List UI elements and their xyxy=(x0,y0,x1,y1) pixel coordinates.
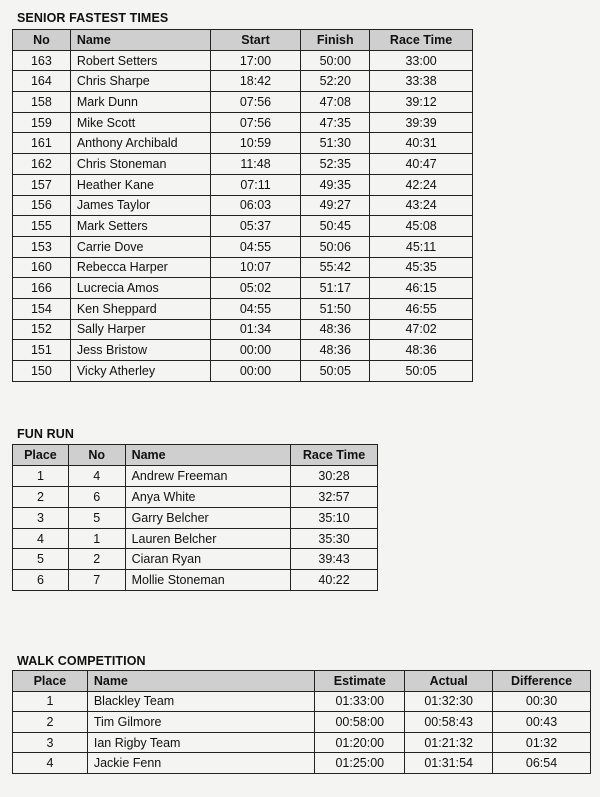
cell-start: 18:42 xyxy=(210,71,301,92)
table-row xyxy=(13,361,473,382)
cell-race-time: 33:00 xyxy=(370,50,473,71)
cell-difference: 00:43 xyxy=(493,712,591,733)
table-row xyxy=(13,549,378,570)
table-header-row xyxy=(13,445,378,466)
cell-name: Lucrecia Amos xyxy=(70,278,210,299)
cell-start: 10:07 xyxy=(210,257,301,278)
cell-race-time: 32:57 xyxy=(291,486,378,507)
col-header-race-time: Race Time xyxy=(370,30,473,51)
cell-actual: 01:31:54 xyxy=(405,753,493,774)
cell-name: Anya White xyxy=(125,486,291,507)
cell-actual: 00:58:43 xyxy=(405,712,493,733)
cell-finish: 51:17 xyxy=(301,278,370,299)
col-header-name: Name xyxy=(70,30,210,51)
cell-start: 10:59 xyxy=(210,133,301,154)
col-header-race-time: Race Time xyxy=(291,445,378,466)
walk-title: WALK COMPETITION xyxy=(17,654,146,668)
table-row xyxy=(13,133,473,154)
cell-place: 4 xyxy=(13,753,88,774)
col-header-start: Start xyxy=(210,30,301,51)
cell-race-time: 46:55 xyxy=(370,298,473,319)
cell-no: 161 xyxy=(13,133,71,154)
cell-no: 150 xyxy=(13,361,71,382)
cell-finish: 49:27 xyxy=(301,195,370,216)
cell-start: 00:00 xyxy=(210,340,301,361)
cell-name: Mark Setters xyxy=(70,216,210,237)
cell-name: Rebecca Harper xyxy=(70,257,210,278)
cell-finish: 47:08 xyxy=(301,92,370,113)
cell-finish: 47:35 xyxy=(301,112,370,133)
cell-start: 00:00 xyxy=(210,361,301,382)
col-header-place: Place xyxy=(13,445,69,466)
table-row xyxy=(13,340,473,361)
cell-start: 01:34 xyxy=(210,319,301,340)
cell-no: 156 xyxy=(13,195,71,216)
cell-place: 3 xyxy=(13,732,88,753)
cell-no: 163 xyxy=(13,50,71,71)
cell-race-time: 40:22 xyxy=(291,570,378,591)
cell-difference: 00:30 xyxy=(493,691,591,712)
table-row xyxy=(13,278,473,299)
cell-race-time: 45:11 xyxy=(370,236,473,257)
cell-race-time: 39:39 xyxy=(370,112,473,133)
cell-place: 5 xyxy=(13,549,69,570)
cell-no: 1 xyxy=(68,528,125,549)
table-row xyxy=(13,753,591,774)
table-row xyxy=(13,92,473,113)
cell-estimate: 01:20:00 xyxy=(315,732,405,753)
cell-name: Andrew Freeman xyxy=(125,465,291,486)
cell-place: 2 xyxy=(13,712,88,733)
cell-place: 2 xyxy=(13,486,69,507)
funrun-title: FUN RUN xyxy=(17,427,74,441)
cell-estimate: 01:25:00 xyxy=(315,753,405,774)
cell-name: Jackie Fenn xyxy=(87,753,315,774)
cell-start: 04:55 xyxy=(210,236,301,257)
cell-race-time: 42:24 xyxy=(370,174,473,195)
table-row xyxy=(13,486,378,507)
cell-finish: 50:00 xyxy=(301,50,370,71)
table-row xyxy=(13,732,591,753)
cell-no: 164 xyxy=(13,71,71,92)
funrun-table xyxy=(12,444,378,591)
table-row xyxy=(13,570,378,591)
cell-no: 157 xyxy=(13,174,71,195)
cell-start: 11:48 xyxy=(210,154,301,175)
cell-race-time: 33:38 xyxy=(370,71,473,92)
cell-place: 1 xyxy=(13,691,88,712)
col-header-name: Name xyxy=(87,671,315,692)
cell-name: Chris Stoneman xyxy=(70,154,210,175)
cell-race-time: 43:24 xyxy=(370,195,473,216)
cell-no: 151 xyxy=(13,340,71,361)
cell-finish: 48:36 xyxy=(301,319,370,340)
cell-actual: 01:32:30 xyxy=(405,691,493,712)
table-row xyxy=(13,50,473,71)
cell-name: Carrie Dove xyxy=(70,236,210,257)
cell-no: 159 xyxy=(13,112,71,133)
col-header-no: No xyxy=(13,30,71,51)
cell-start: 04:55 xyxy=(210,298,301,319)
cell-start: 05:02 xyxy=(210,278,301,299)
cell-name: Mike Scott xyxy=(70,112,210,133)
senior-times-table xyxy=(12,29,473,382)
cell-place: 3 xyxy=(13,507,69,528)
walk-competition-table xyxy=(12,670,591,774)
cell-race-time: 30:28 xyxy=(291,465,378,486)
table-row xyxy=(13,71,473,92)
cell-race-time: 39:43 xyxy=(291,549,378,570)
table-row xyxy=(13,236,473,257)
cell-finish: 50:45 xyxy=(301,216,370,237)
cell-no: 6 xyxy=(68,486,125,507)
cell-start: 17:00 xyxy=(210,50,301,71)
cell-difference: 06:54 xyxy=(493,753,591,774)
cell-name: Ciaran Ryan xyxy=(125,549,291,570)
table-row xyxy=(13,298,473,319)
cell-finish: 49:35 xyxy=(301,174,370,195)
col-header-estimate: Estimate xyxy=(315,671,405,692)
cell-no: 155 xyxy=(13,216,71,237)
table-row xyxy=(13,257,473,278)
cell-race-time: 47:02 xyxy=(370,319,473,340)
cell-no: 166 xyxy=(13,278,71,299)
col-header-actual: Actual xyxy=(405,671,493,692)
cell-name: Mollie Stoneman xyxy=(125,570,291,591)
cell-no: 158 xyxy=(13,92,71,113)
cell-name: Blackley Team xyxy=(87,691,315,712)
table-header-row xyxy=(13,671,591,692)
cell-name: Robert Setters xyxy=(70,50,210,71)
cell-finish: 50:05 xyxy=(301,361,370,382)
cell-start: 07:56 xyxy=(210,92,301,113)
cell-race-time: 40:31 xyxy=(370,133,473,154)
cell-no: 2 xyxy=(68,549,125,570)
cell-name: Mark Dunn xyxy=(70,92,210,113)
cell-place: 6 xyxy=(13,570,69,591)
cell-name: Chris Sharpe xyxy=(70,71,210,92)
senior-title: SENIOR FASTEST TIMES xyxy=(17,11,169,25)
cell-finish: 48:36 xyxy=(301,340,370,361)
col-header-place: Place xyxy=(13,671,88,692)
col-header-name: Name xyxy=(125,445,291,466)
cell-race-time: 46:15 xyxy=(370,278,473,299)
cell-name: Ken Sheppard xyxy=(70,298,210,319)
cell-place: 4 xyxy=(13,528,69,549)
cell-race-time: 50:05 xyxy=(370,361,473,382)
col-header-difference: Difference xyxy=(493,671,591,692)
cell-difference: 01:32 xyxy=(493,732,591,753)
cell-race-time: 35:30 xyxy=(291,528,378,549)
cell-race-time: 35:10 xyxy=(291,507,378,528)
cell-name: Ian Rigby Team xyxy=(87,732,315,753)
cell-estimate: 01:33:00 xyxy=(315,691,405,712)
cell-start: 07:56 xyxy=(210,112,301,133)
cell-no: 7 xyxy=(68,570,125,591)
cell-finish: 51:30 xyxy=(301,133,370,154)
cell-race-time: 40:47 xyxy=(370,154,473,175)
col-header-no: No xyxy=(68,445,125,466)
cell-finish: 52:20 xyxy=(301,71,370,92)
table-header-row xyxy=(13,30,473,51)
cell-race-time: 45:08 xyxy=(370,216,473,237)
cell-race-time: 39:12 xyxy=(370,92,473,113)
cell-start: 06:03 xyxy=(210,195,301,216)
cell-name: Vicky Atherley xyxy=(70,361,210,382)
cell-name: Anthony Archibald xyxy=(70,133,210,154)
cell-no: 154 xyxy=(13,298,71,319)
cell-finish: 50:06 xyxy=(301,236,370,257)
table-row xyxy=(13,528,378,549)
cell-name: Jess Bristow xyxy=(70,340,210,361)
cell-start: 05:37 xyxy=(210,216,301,237)
table-row xyxy=(13,691,591,712)
cell-no: 153 xyxy=(13,236,71,257)
cell-no: 152 xyxy=(13,319,71,340)
table-row xyxy=(13,154,473,175)
cell-finish: 51:50 xyxy=(301,298,370,319)
table-row xyxy=(13,712,591,733)
cell-no: 162 xyxy=(13,154,71,175)
col-header-finish: Finish xyxy=(301,30,370,51)
cell-race-time: 48:36 xyxy=(370,340,473,361)
cell-finish: 55:42 xyxy=(301,257,370,278)
table-row xyxy=(13,465,378,486)
cell-no: 4 xyxy=(68,465,125,486)
cell-no: 5 xyxy=(68,507,125,528)
cell-place: 1 xyxy=(13,465,69,486)
cell-name: Heather Kane xyxy=(70,174,210,195)
table-row xyxy=(13,507,378,528)
table-row xyxy=(13,195,473,216)
cell-name: Garry Belcher xyxy=(125,507,291,528)
table-row xyxy=(13,216,473,237)
cell-estimate: 00:58:00 xyxy=(315,712,405,733)
cell-actual: 01:21:32 xyxy=(405,732,493,753)
cell-start: 07:11 xyxy=(210,174,301,195)
cell-finish: 52:35 xyxy=(301,154,370,175)
table-row xyxy=(13,319,473,340)
cell-race-time: 45:35 xyxy=(370,257,473,278)
cell-name: Tim Gilmore xyxy=(87,712,315,733)
cell-name: Lauren Belcher xyxy=(125,528,291,549)
cell-name: Sally Harper xyxy=(70,319,210,340)
cell-no: 160 xyxy=(13,257,71,278)
table-row xyxy=(13,112,473,133)
table-row xyxy=(13,174,473,195)
cell-name: James Taylor xyxy=(70,195,210,216)
